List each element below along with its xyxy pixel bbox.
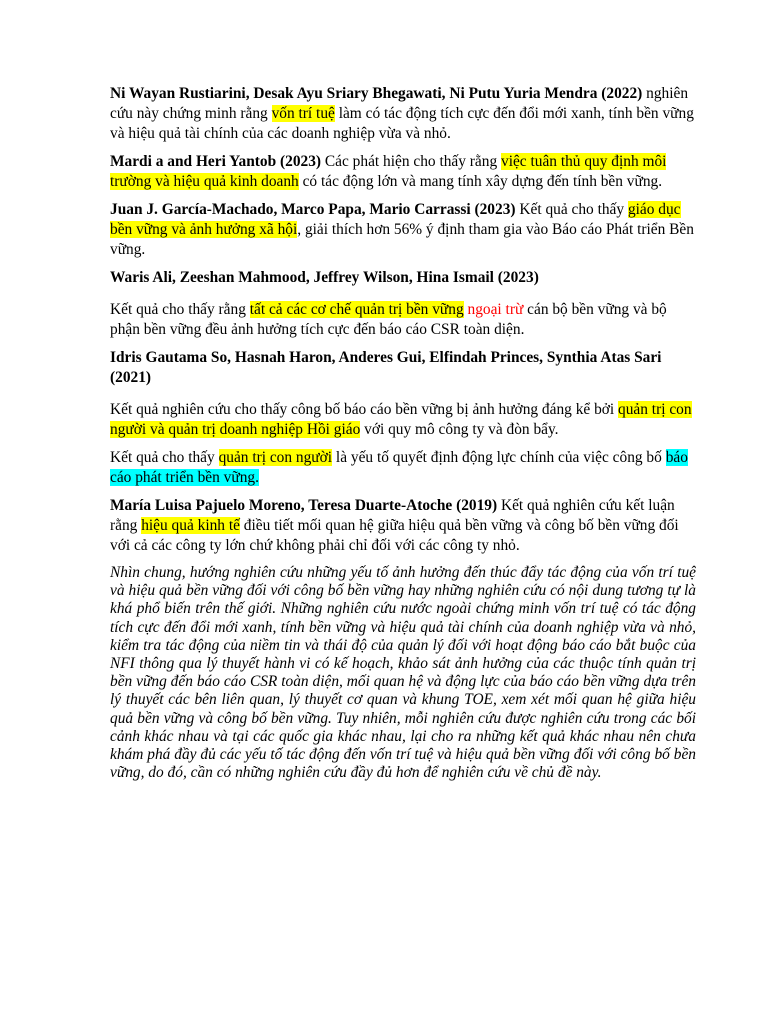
entry-pajuelo-moreno-2019 xyxy=(110,496,696,556)
entry-authors: Ni Wayan Rustiarini, Desak Ayu Sriary Bhegawati, Ni Putu Yuria Mendra (2022) xyxy=(110,85,643,102)
entry-ali-2023-authors xyxy=(110,268,696,288)
entry-so-2021-text-2 xyxy=(110,448,696,488)
entry-rustiarini-2022 xyxy=(110,84,696,144)
document-page xyxy=(110,84,696,790)
highlighted-phrase: vốn trí tuệ xyxy=(271,105,335,122)
entry-text: nghiên cứu này chứng minh rằng xyxy=(110,85,689,122)
highlighted-phrase: giáo dục bền vững và ảnh hưởng xã hội xyxy=(110,201,681,238)
entry-text: Kết quả cho thấy xyxy=(110,449,219,466)
entry-so-2021-authors xyxy=(110,348,696,388)
entry-ali-2023-text xyxy=(110,300,696,340)
entry-text: , giải thích hơn 56% ý định tham gia vào Báo cáo Phát triển Bền vững. xyxy=(110,221,694,258)
entry-text: với quy mô công ty và đòn bẩy. xyxy=(360,421,559,438)
entry-garcia-machado-2023 xyxy=(110,200,696,260)
highlighted-phrase: quản trị con người xyxy=(218,449,333,466)
highlighted-phrase: việc tuân thủ quy định môi trường và hiệu quả kinh doanh xyxy=(110,153,667,190)
entry-mardi-2023 xyxy=(110,152,696,192)
red-phrase: ngoại trừ xyxy=(467,301,524,318)
entry-text: Các phát hiện cho thấy rằng xyxy=(321,153,501,170)
entry-authors: Idris Gautama So, Hasnah Haron, Anderes Gui, Elfindah Princes, Synthia Atas Sari (2021) xyxy=(110,349,662,386)
highlighted-phrase: quản trị con người và quản trị doanh nghiệp Hồi giáo xyxy=(110,401,692,438)
entry-text: Kết quả nghiên cứu cho thấy công bố báo cáo bền vững bị ảnh hưởng đáng kể bởi xyxy=(110,401,619,418)
entry-authors: Waris Ali, Zeeshan Mahmood, Jeffrey Wilson, Hina Ismail (2023) xyxy=(110,269,539,286)
highlighted-phrase: tất cả các cơ chế quản trị bền vững xyxy=(249,301,464,318)
entry-text: Kết quả nghiên cứu kết luận rằng xyxy=(110,497,675,534)
entry-so-2021-text-1 xyxy=(110,400,696,440)
entry-text: là yếu tố quyết định động lực chính của việc công bố xyxy=(332,449,666,466)
entry-text: làm có tác động tích cực đến đổi mới xanh, tính bền vững và hiệu quả tài chính của các doanh nghiệp vừa và nhỏ. xyxy=(110,105,694,142)
summary-paragraph: Nhìn chung, hướng nghiên cứu những yếu tố ảnh hưởng đến thúc đẩy tác động của vốn trí tuệ và hiệu quả bền vững đối với công bố bền vững hay những nghiên cứu có nội dung tương tự là khá phổ biến trên thế giới. Những nghiên cứu nước ngoài chứng minh vốn trí tuệ có tác động tích cực đến đổi mới xanh, tính bền vững và hiệu quả tài chính của doanh nghiệp vừa và nhỏ, kiểm tra tác động của niềm tin và thái độ của quản lý đối với hoạt động báo cáo bắt buộc của NFI thông qua lý thuyết hành vi có kế hoạch, khảo sát ảnh hưởng của các thuộc tính quản trị bền vững đến báo cáo CSR toàn diện, mối quan hệ và động lực của báo cáo bền vững dựa trên lý thuyết các bên liên quan, lý thuyết cơ quan và khung TOE, xem xét mối quan hệ giữa hiệu quả bền vững và công bố bền vững. Tuy nhiên, mỗi nghiên cứu được nghiên cứu trong các bối cảnh khác nhau và tại các quốc gia khác nhau, lại cho ra những kết quả khác nhau nên chưa khám phá đầy đủ các yếu tố tác động đến vốn trí tuệ và hiệu quả bền vững đối với công bố bền vững, do đó, cần có những nghiên cứu đầy đủ hơn để nghiên cứu về chủ đề này. xyxy=(110,564,696,782)
highlighted-phrase: hiệu quả kinh tế xyxy=(141,517,240,534)
entry-text: Kết quả cho thấy rằng xyxy=(110,301,250,318)
entry-authors: María Luisa Pajuelo Moreno, Teresa Duarte-Atoche (2019) xyxy=(110,497,498,514)
entry-text: Kết quả cho thấy xyxy=(515,201,628,218)
cyan-highlighted-phrase: báo cáo phát triển bền vững. xyxy=(110,449,688,486)
entry-authors: Mardi a and Heri Yantob (2023) xyxy=(110,153,322,170)
entry-text: điều tiết mối quan hệ giữa hiệu quả bền vững và công bố bền vững đối với cả các công ty lớn chứ không phải chỉ đối với các công ty nhỏ. xyxy=(110,517,679,554)
entry-authors: Juan J. García-Machado, Marco Papa, Mario Carrassi (2023) xyxy=(110,201,516,218)
entry-text: cán bộ bền vững và bộ phận bền vững đều ảnh hưởng tích cực đến báo cáo CSR toàn diện. xyxy=(110,301,667,338)
entry-text: có tác động lớn và mang tính xây dựng đến tính bền vững. xyxy=(298,173,663,190)
